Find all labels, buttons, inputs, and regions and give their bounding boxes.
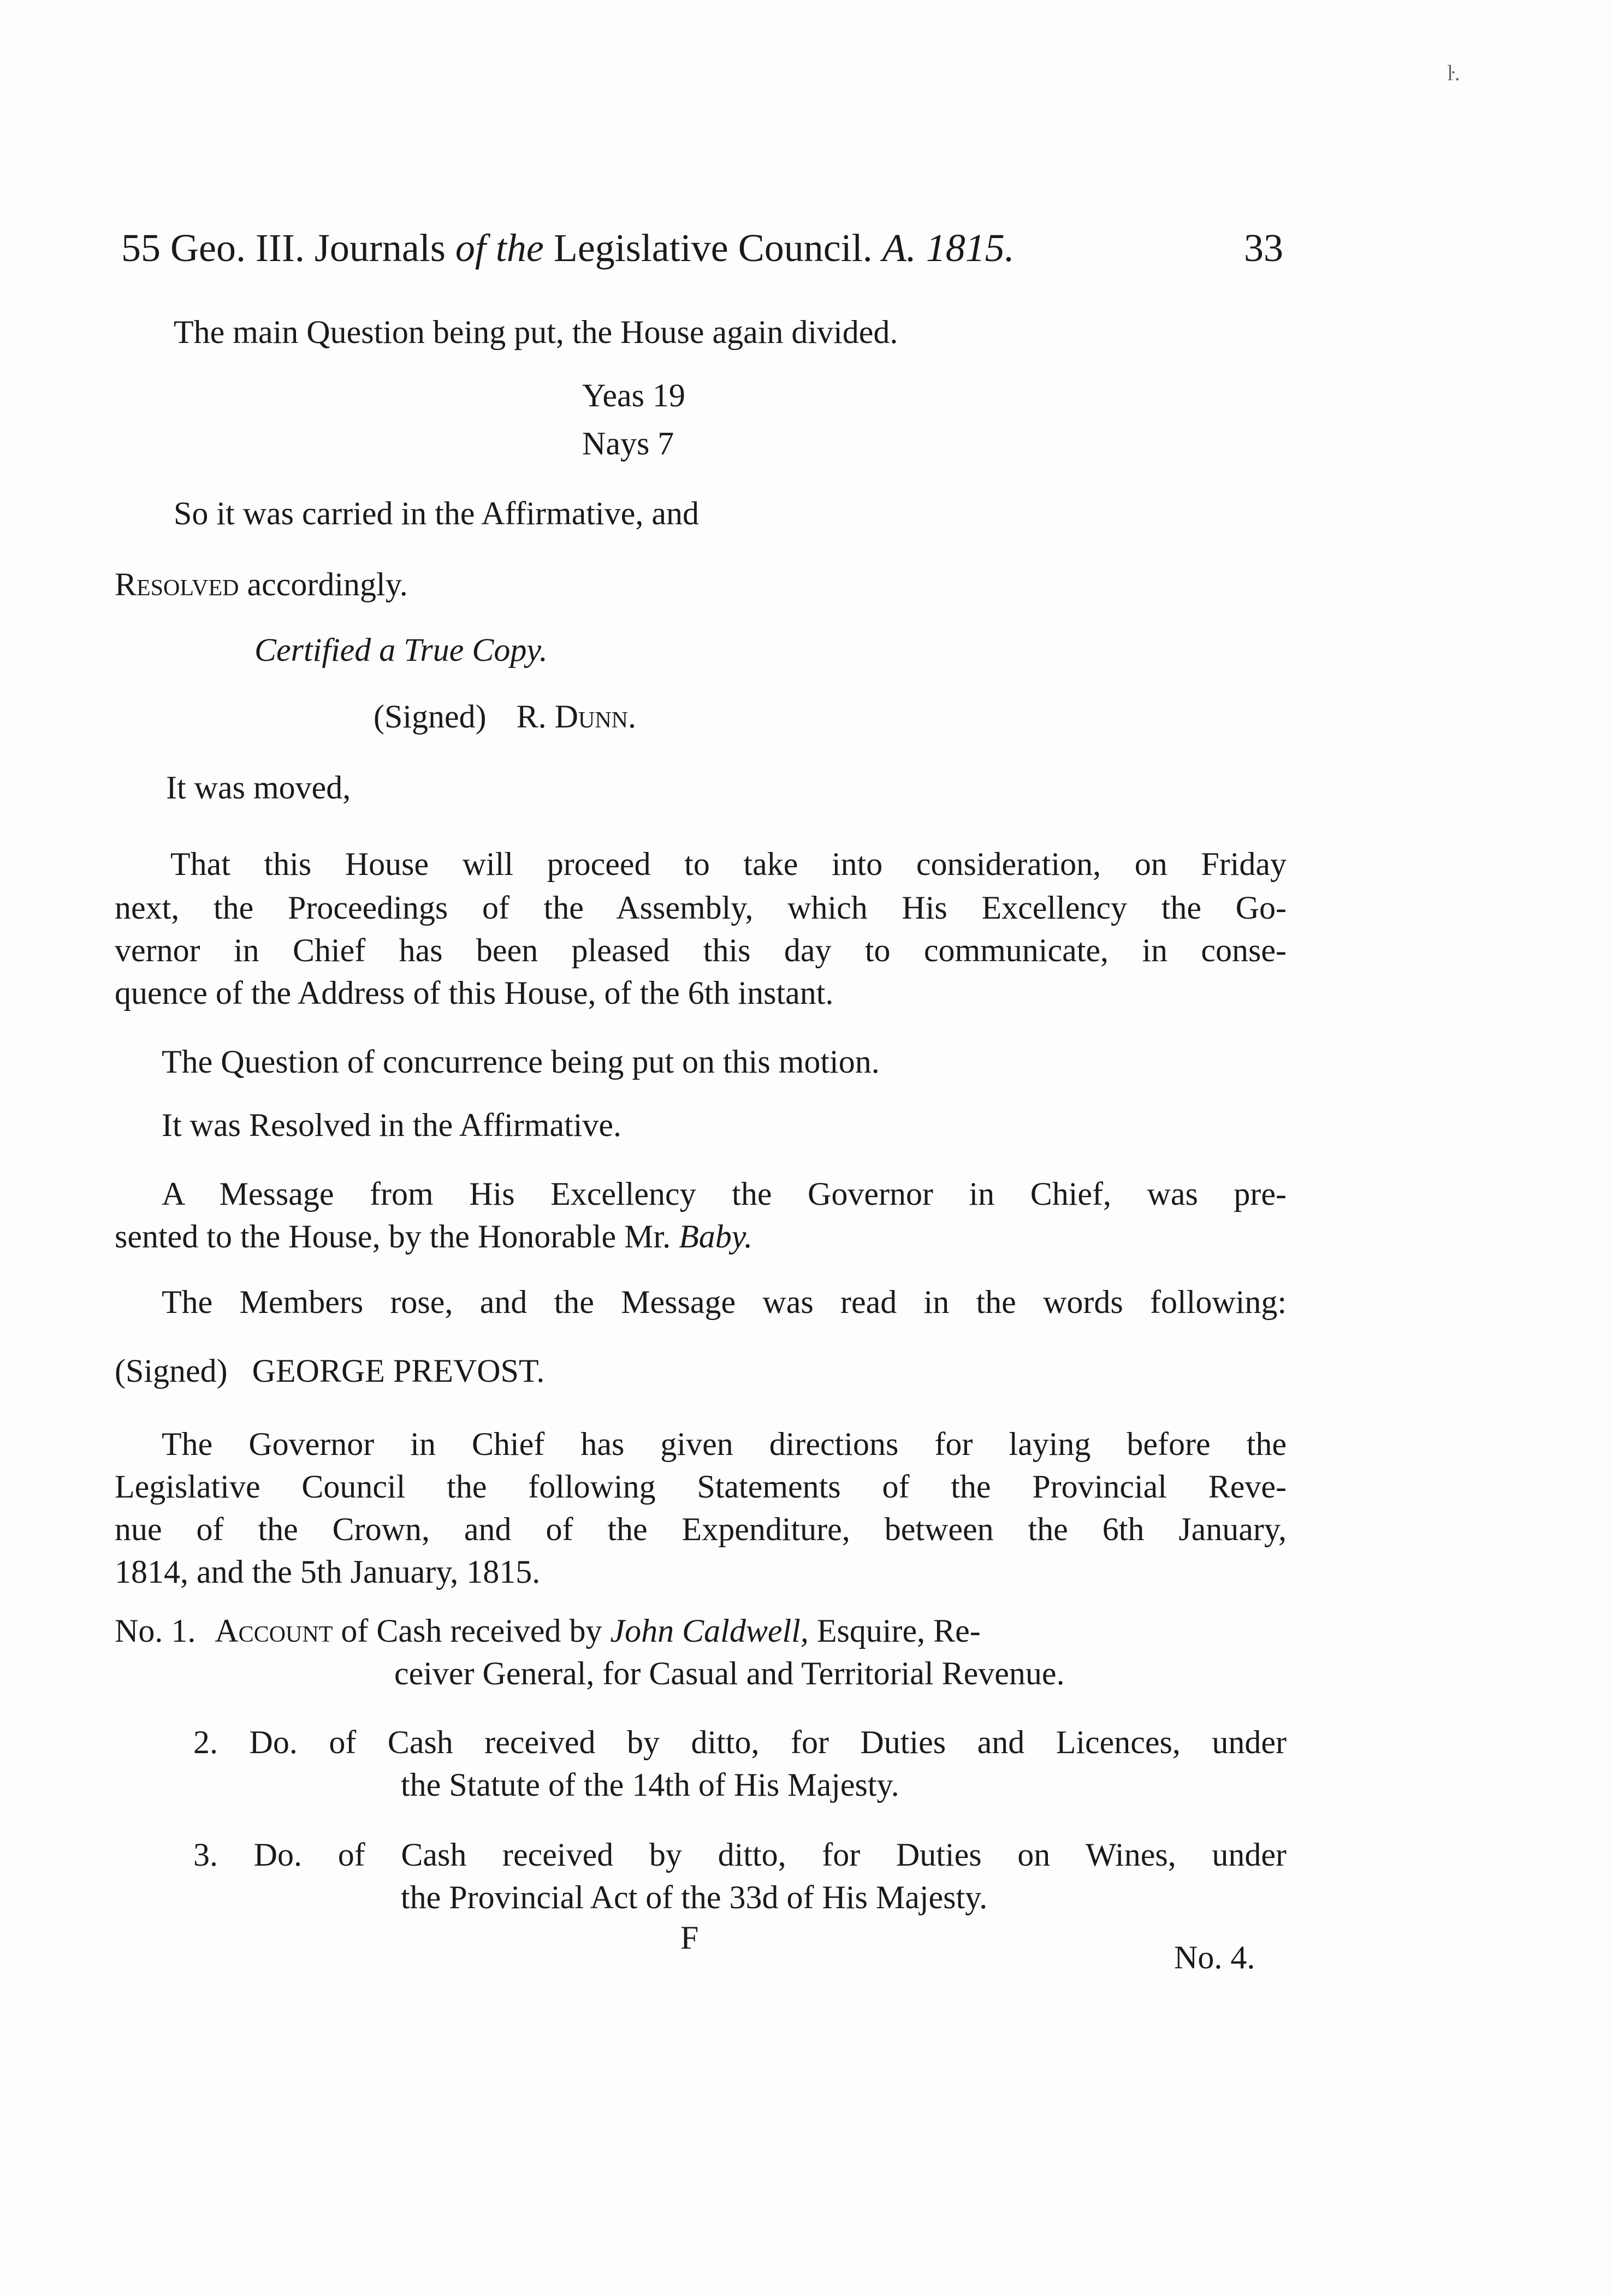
corner-mark: ŀ. xyxy=(1447,61,1460,85)
main-question-text: The main Question being put, the House again divided. xyxy=(174,314,898,350)
nays-count: Nays 7 xyxy=(582,425,674,461)
account-item-2-line-1: 2. Do. of Cash received by ditto, for Duties and Licences, under xyxy=(193,1724,1287,1760)
account-item-1-name: John Caldwell, xyxy=(610,1613,809,1649)
moved-text: It was moved, xyxy=(166,770,351,806)
header-left: 55 Geo. III. xyxy=(121,226,305,270)
message-body-line-1: The Governor in Chief has given directions for laying before the xyxy=(162,1426,1287,1462)
account-item-2-line-2: the Statute of the 14th of His Majesty. xyxy=(401,1767,899,1803)
catchword: No. 4. xyxy=(1174,1939,1255,1975)
yeas-count: Yeas 19 xyxy=(582,377,685,413)
message-body-line-4: 1814, and the 5th January, 1815. xyxy=(115,1554,541,1590)
signed-label: (Signed) xyxy=(374,699,487,735)
header-title-of: of the xyxy=(455,226,544,270)
header-title-post: Legislative Council. xyxy=(553,226,873,270)
message-line-1: A Message from His Excellency the Governor in Chief, was pre- xyxy=(162,1176,1287,1212)
account-item-1-text-end: Esquire, Re- xyxy=(808,1613,981,1649)
resolved-word: Resolved xyxy=(115,566,239,602)
running-header xyxy=(121,228,1279,268)
message-body-line-2: Legislative Council the following Statements of the Provincial Reve- xyxy=(115,1469,1287,1505)
page-number: 33 xyxy=(1244,226,1283,270)
header-year: A. 1815. xyxy=(882,226,1015,270)
motion-line-3: vernor in Chief has been pleased this day to communicate, in conse- xyxy=(115,932,1287,968)
certified-copy: Certified a True Copy. xyxy=(254,632,548,668)
header-title-pre: Journals xyxy=(314,226,446,270)
account-item-3-line-2: the Provincial Act of the 33d of His Majesty. xyxy=(401,1879,988,1915)
carried-text: So it was carried in the Affirmative, and xyxy=(174,495,699,531)
message-member-name: Baby. xyxy=(679,1218,753,1254)
resolved-line xyxy=(115,565,408,604)
signer-name: R. Dunn. xyxy=(516,699,636,735)
account-item-1-text: of Cash received by xyxy=(333,1613,611,1649)
account-item-1 xyxy=(115,1611,1287,1650)
account-item-1-word: Account xyxy=(215,1613,333,1649)
motion-line-2: next, the Proceedings of the Assembly, which His Excellency the Go- xyxy=(115,890,1287,926)
motion-line-1: That this House will proceed to take into consideration, on Friday xyxy=(170,846,1287,882)
signature-line xyxy=(374,697,636,736)
resolved-affirmative: It was Resolved in the Affirmative. xyxy=(162,1107,622,1143)
account-item-3-line-1: 3. Do. of Cash received by ditto, for Duties on Wines, under xyxy=(193,1837,1287,1873)
question-text: The Question of concurrence being put on this motion. xyxy=(162,1044,880,1080)
account-item-1-line-2: ceiver General, for Casual and Territorial Revenue. xyxy=(394,1655,1065,1691)
message-line-2 xyxy=(115,1217,752,1256)
message-line-2-text: sented to the House, by the Honorable Mr. xyxy=(115,1218,671,1254)
signature-letter: F xyxy=(680,1920,699,1956)
message-body-line-3: nue of the Crown, and of the Expenditure, between the 6th January, xyxy=(115,1511,1287,1547)
account-item-1-number: No. 1. xyxy=(115,1613,196,1649)
resolved-rest: accordingly. xyxy=(239,566,408,602)
motion-line-4: quence of the Address of this House, of the 6th instant. xyxy=(115,975,834,1011)
members-rose-text: The Members rose, and the Message was read in the words following: xyxy=(162,1284,1287,1320)
governor-signature: (Signed) GEORGE PREVOST. xyxy=(115,1353,545,1389)
